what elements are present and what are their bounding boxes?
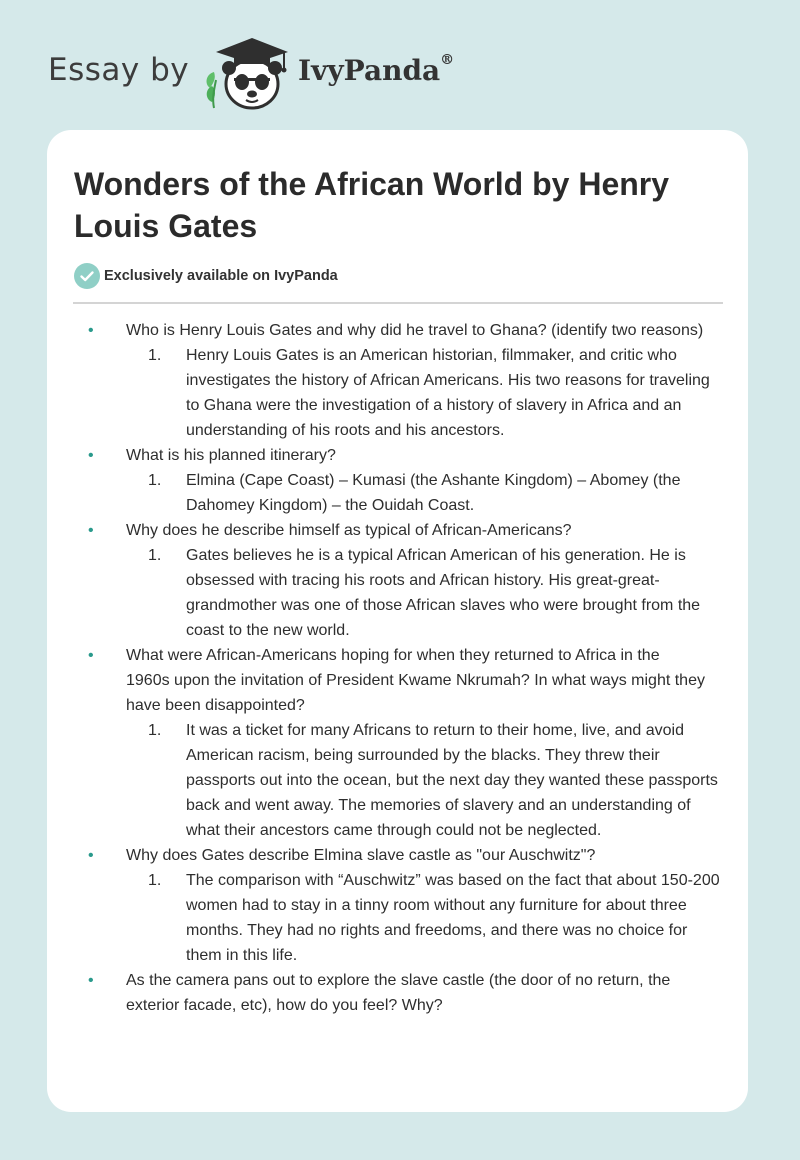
answer-item <box>47 543 748 643</box>
bullet-icon: • <box>88 447 94 464</box>
bullet-icon: • <box>88 647 94 664</box>
divider <box>73 302 723 304</box>
question-text: Why does he describe himself as typical of African-Americans? <box>126 522 572 539</box>
list-item <box>47 968 748 1018</box>
answer-text: Henry Louis Gates is an American historian, filmmaker, and critic who investigates the history of African Americans. His two reasons for traveling to Ghana were the investigation of a history of slavery in Africa and an understanding of his roots and his ancestors. <box>186 347 710 439</box>
question-list <box>47 318 748 1018</box>
question-text: Why does Gates describe Elmina slave castle as "our Auschwitz"? <box>126 847 596 864</box>
bullet-icon: • <box>88 522 94 539</box>
answer-number: 1. <box>148 472 162 489</box>
list-item <box>47 318 748 443</box>
exclusive-badge <box>74 262 338 290</box>
answer-number: 1. <box>148 722 162 739</box>
answer-number: 1. <box>148 547 162 564</box>
answer-item <box>47 718 748 843</box>
list-item <box>47 643 748 843</box>
list-item <box>47 843 748 968</box>
site-header <box>0 0 800 130</box>
bullet-icon: • <box>88 847 94 864</box>
list-item <box>47 443 748 518</box>
bullet-icon: • <box>88 972 94 989</box>
list-item <box>47 518 748 643</box>
question-text: What were African-Americans hoping for when they returned to Africa in the 1960s upon the invitation of President Kwame Nkrumah? In what ways might they have been disappointed? <box>126 647 705 714</box>
answer-text: Elmina (Cape Coast) – Kumasi (the Ashante Kingdom) – Abomey (the Dahomey Kingdom) – the Ouidah Coast. <box>186 472 681 514</box>
answer-item <box>47 343 748 443</box>
essay-by-label: Essay by <box>48 52 190 88</box>
answer-item <box>47 868 748 968</box>
answer-text: Gates believes he is a typical African American of his generation. He is obsessed with tracing his roots and African history. His great-great-grandmother was one of those African slaves who were brought from the coast to the new world. <box>186 547 701 639</box>
check-circle-icon <box>74 263 100 289</box>
answer-text: The comparison with “Auschwitz” was based on the fact that about 150-200 women had to stay in a tinny room without any furniture for about three months. They had no rights and freedoms, and there was no choice for them in this life. <box>186 872 720 964</box>
essay-card <box>47 130 748 1112</box>
answer-number: 1. <box>148 347 162 364</box>
brand-logo-text[interactable]: IvyPanda® <box>298 52 455 87</box>
answer-number: 1. <box>148 872 162 889</box>
question-text: As the camera pans out to explore the slave castle (the door of no return, the exterior facade, etc), how do you feel? Why? <box>126 972 671 1014</box>
registered-mark: ® <box>440 52 455 68</box>
answer-text: It was a ticket for many Africans to return to their home, live, and avoid American racism, being surrounded by the blacks. They threw their passports out into the ocean, but the next day they wanted these passports back and went away. The memories of slavery and an understanding of what their ancestors came through could not be neglected. <box>186 722 718 839</box>
answer-item <box>47 468 748 518</box>
question-text: Who is Henry Louis Gates and why did he travel to Ghana? (identify two reasons) <box>126 322 704 339</box>
panda-graduate-icon[interactable] <box>200 34 292 110</box>
badge-label: Exclusively available on IvyPanda <box>104 268 338 284</box>
question-text: What is his planned itinerary? <box>126 447 336 464</box>
page-title: Wonders of the African World by Henry Louis Gates <box>74 166 670 244</box>
bullet-icon: • <box>88 322 94 339</box>
